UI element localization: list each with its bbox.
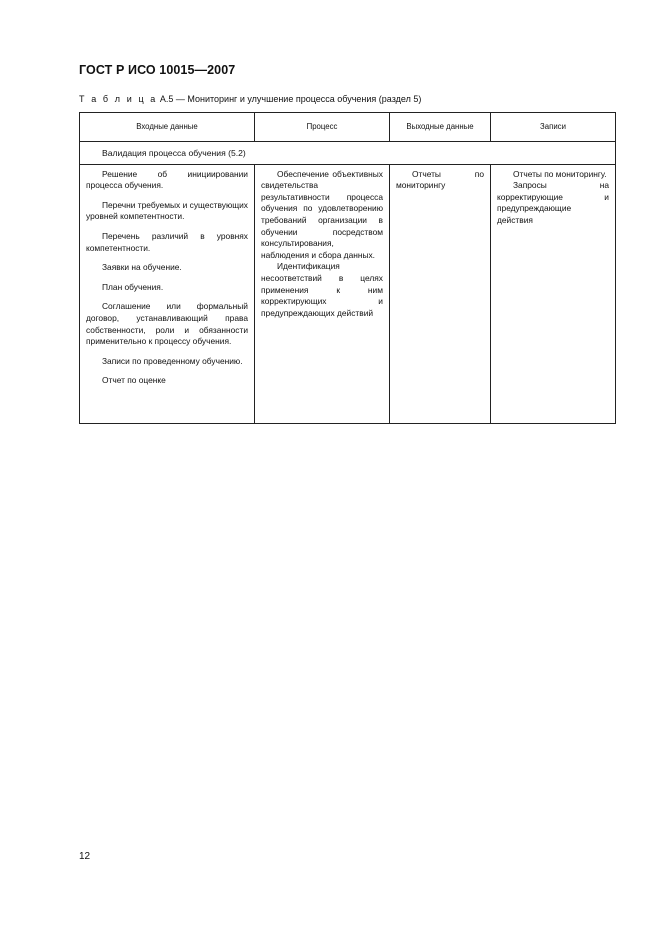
monitoring-table bbox=[79, 112, 616, 424]
input-item: Перечень различий в уровнях компетентности. bbox=[86, 230, 248, 253]
header-process: Процесс bbox=[255, 113, 390, 142]
table-caption bbox=[79, 94, 421, 104]
input-item: Перечни требуемых и существующих уровней компетентности. bbox=[86, 199, 248, 222]
input-item: Заявки на обучение. bbox=[102, 262, 182, 273]
output-item: Отчеты по мониторингу bbox=[396, 168, 484, 191]
section-title: Валидация процесса обучения (5.2) bbox=[80, 142, 616, 165]
input-item: Решение об инициировании процесса обучения. bbox=[86, 168, 248, 191]
inputs-cell bbox=[80, 164, 255, 423]
records-cell bbox=[491, 164, 616, 423]
outputs-cell bbox=[390, 164, 491, 423]
input-item: План обучения. bbox=[102, 281, 164, 292]
header-records: Записи bbox=[491, 113, 616, 142]
input-item: Соглашение или формальный договор, устанавливающий права собственности, роли и обязанности применительно к процессу обучения. bbox=[86, 301, 248, 347]
page-number: 12 bbox=[79, 851, 91, 862]
table-header-row bbox=[80, 113, 616, 142]
header-inputs: Входные данные bbox=[80, 113, 255, 142]
table-caption-prefix: Т а б л и ц а bbox=[79, 94, 158, 104]
header-outputs: Выходные данные bbox=[390, 113, 491, 142]
record-item: Отчеты по мониторингу. bbox=[513, 168, 607, 179]
table-row bbox=[80, 164, 616, 423]
process-item: Обеспечение объективных свидетельства результативности процесса обучения по удовлетворению требований организации в обучении посредством консультирования, наблюдения и сбора данных. bbox=[261, 168, 383, 260]
input-item: Отчет по оценке bbox=[102, 375, 166, 386]
document-title: ГОСТ Р ИСО 10015—2007 bbox=[79, 63, 236, 77]
record-item: Запросы на корректирующие и предупреждающие действия bbox=[497, 180, 609, 225]
process-item: Идентификация несоответствий в целях применения к ним корректирующих и предупреждающих действий bbox=[261, 261, 383, 318]
process-cell bbox=[255, 164, 390, 423]
table-caption-text: А.5 — Мониторинг и улучшение процесса обучения (раздел 5) bbox=[157, 94, 422, 104]
input-item: Записи по проведенному обучению. bbox=[102, 355, 243, 366]
section-row bbox=[80, 142, 616, 165]
